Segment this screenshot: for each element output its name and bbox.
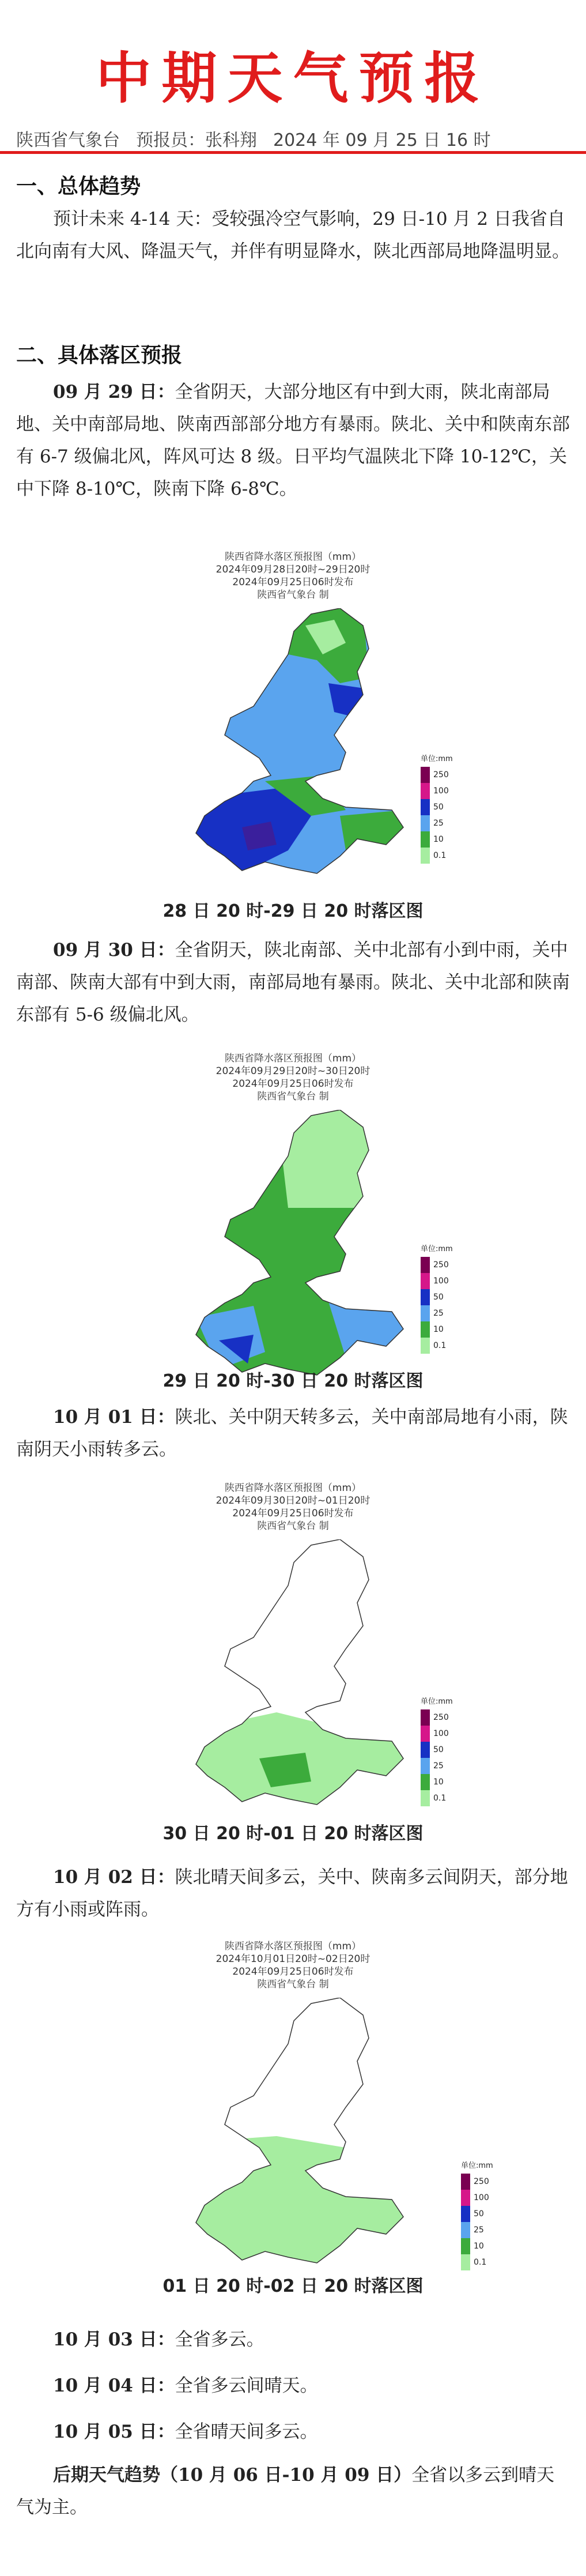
map-label: 28 日 20 时-29 日 20 时落区图 [162, 901, 424, 921]
legend-title: 单位:mm [461, 2161, 493, 2170]
precip-map [173, 1539, 415, 1810]
legend-row: 10 [461, 2238, 496, 2254]
precip-legend [421, 1242, 455, 1354]
precip-legend [461, 2159, 496, 2270]
legend-swatch [421, 1338, 430, 1354]
legend-swatch [421, 1726, 430, 1742]
legend-swatch [461, 2190, 470, 2206]
legend-row: 100 [421, 1273, 455, 1289]
day-paragraph-1001 [16, 1401, 570, 1466]
legend-swatch [421, 1709, 430, 1726]
legend-row: 50 [421, 1742, 455, 1758]
legend-row: 50 [461, 2206, 496, 2222]
precip-legend [421, 1695, 455, 1806]
legend-row: 25 [421, 1305, 455, 1321]
legend-swatch [421, 1742, 430, 1758]
legend-title: 单位:mm [421, 1245, 453, 1253]
map-label: 30 日 20 时-01 日 20 时落区图 [162, 1824, 424, 1844]
day-date: 10 月 01 日： [53, 1407, 175, 1428]
agency: 陕西省气象台 [16, 130, 120, 150]
legend-row: 0.1 [461, 2254, 496, 2270]
legend-swatch [461, 2254, 470, 2270]
legend-row: 25 [461, 2222, 496, 2238]
legend-swatch [421, 1774, 430, 1790]
map-caption-title: 陕西省降水落区预报图（mm） [224, 1053, 362, 1064]
outlook-date: 后期天气趋势（10 月 06 日-10 月 09 日） [53, 2465, 412, 2485]
issue-time: 2024 年 09 月 25 日 16 时 [273, 130, 491, 150]
legend-row: 50 [421, 1289, 455, 1305]
map-caption-range: 2024年09月28日20时~29日20时 [216, 564, 370, 575]
legend-row: 250 [421, 1257, 455, 1273]
day-date: 10 月 02 日： [53, 1867, 175, 1888]
legend-row: 50 [421, 799, 455, 815]
day-date: 09 月 30 日： [53, 940, 175, 961]
legend-swatch [421, 831, 430, 848]
legend-swatch [421, 815, 430, 831]
map-caption-agency: 陕西省气象台 制 [257, 1979, 329, 1990]
legend-swatch [421, 848, 430, 864]
legend-row: 0.1 [421, 1338, 455, 1354]
legend-swatch [421, 799, 430, 815]
header-divider [0, 151, 586, 154]
map-caption-range: 2024年09月29日20时~30日20时 [216, 1065, 370, 1077]
day-text: 全省多云。 [175, 2329, 264, 2350]
legend-row: 250 [421, 767, 455, 783]
day-text: 全省阴天，大部分地区有中到大雨，陕北南部局地、关中南部局地、陕南西部部分地方有暴雨。陕北、关中和陕南东部有 6-7 级偏北风，阵风可达 8 级。日平均气温陕北下降 10-12℃，关中下降 8-10℃，陕南下降 6-8℃。 [16, 382, 570, 499]
page-title: 中期天气预报 [96, 46, 490, 111]
day-paragraph-0929 [16, 376, 570, 505]
legend-row: 100 [461, 2190, 496, 2206]
day-date: 10 月 04 日： [53, 2375, 175, 2396]
day-text: 全省阴天，陕北南部、关中北部有小到中雨，关中南部、陕南大部有中到大雨，南部局地有暴雨。陕北、关中北部和陕南东部有 5-6 级偏北风。 [16, 940, 570, 1025]
legend-swatch [421, 1321, 430, 1338]
day-text: 全省晴天间多云。 [175, 2421, 318, 2442]
legend-swatch [461, 2174, 470, 2190]
legend-row: 250 [461, 2174, 496, 2190]
precip-legend [421, 752, 455, 864]
precip-map [173, 1110, 415, 1381]
legend-swatch [421, 1790, 430, 1806]
map-caption-agency: 陕西省气象台 制 [257, 1091, 329, 1102]
legend-row: 0.1 [421, 848, 455, 864]
legend-swatch [461, 2206, 470, 2222]
legend-row: 25 [421, 1758, 455, 1774]
legend-row: 25 [421, 815, 455, 831]
legend-row: 10 [421, 831, 455, 848]
day-paragraph-1003 [16, 2323, 570, 2356]
legend-title: 单位:mm [421, 755, 453, 763]
day-paragraph-1002 [16, 1861, 570, 1926]
map-caption-title: 陕西省降水落区预报图（mm） [224, 1482, 362, 1494]
map-caption-issued: 2024年09月25日06时发布 [232, 577, 354, 588]
forecaster: 预报员：张科翔 [136, 130, 257, 150]
section-heading-trend: 一、总体趋势 [16, 175, 141, 198]
legend-row: 100 [421, 1726, 455, 1742]
legend-swatch [421, 767, 430, 783]
map-caption-range: 2024年10月01日20时~02日20时 [216, 1953, 370, 1965]
day-text: 全省多云间晴天。 [175, 2375, 318, 2396]
day-date: 10 月 03 日： [53, 2329, 175, 2350]
outlook-text: 全省以多云到晴天气为主。 [16, 2465, 555, 2518]
map-label: 01 日 20 时-02 日 20 时落区图 [162, 2276, 424, 2296]
legend-swatch [421, 783, 430, 799]
map-caption-issued: 2024年09月25日06时发布 [232, 1508, 354, 1519]
legend-swatch [461, 2238, 470, 2254]
day-paragraph-1005 [16, 2416, 570, 2448]
legend-row: 10 [421, 1774, 455, 1790]
day-paragraph-0930 [16, 934, 570, 1031]
trend-paragraph: 预计未来 4-14 天：受较强冷空气影响，29 日-10 月 2 日我省自北向南有大风、降温天气，并伴有明显降水，陕北西部局地降温明显。 [16, 209, 570, 262]
map-caption-agency: 陕西省气象台 制 [257, 589, 329, 601]
map-label: 29 日 20 时-30 日 20 时落区图 [162, 1371, 424, 1391]
map-caption-title: 陕西省降水落区预报图（mm） [224, 1941, 362, 1952]
section-heading-detail: 二、具体落区预报 [16, 344, 183, 367]
precip-map [173, 608, 415, 879]
legend-swatch [421, 1758, 430, 1774]
legend-title: 单位:mm [421, 1697, 453, 1706]
precip-map [173, 1998, 415, 2269]
day-date: 09 月 29 日： [53, 382, 175, 402]
map-caption-range: 2024年09月30日20时~01日20时 [216, 1495, 370, 1507]
legend-swatch [461, 2222, 470, 2238]
legend-swatch [421, 1305, 430, 1321]
day-paragraph-1004 [16, 2370, 570, 2402]
legend-row: 250 [421, 1709, 455, 1726]
map-caption-issued: 2024年09月25日06时发布 [232, 1966, 354, 1978]
day-text: 陕北晴天间多云，关中、陕南多云间阴天，部分地方有小雨或阵雨。 [16, 1867, 568, 1920]
outlook-paragraph [16, 2459, 570, 2524]
legend-row: 100 [421, 783, 455, 799]
legend-row: 0.1 [421, 1790, 455, 1806]
legend-swatch [421, 1257, 430, 1273]
legend-swatch [421, 1289, 430, 1305]
day-text: 陕北、关中阴天转多云，关中南部局地有小雨，陕南阴天小雨转多云。 [16, 1407, 568, 1460]
legend-swatch [421, 1273, 430, 1289]
map-caption-title: 陕西省降水落区预报图（mm） [224, 551, 362, 563]
issue-info [16, 126, 507, 151]
map-caption-agency: 陕西省气象台 制 [257, 1520, 329, 1532]
legend-row: 10 [421, 1321, 455, 1338]
map-caption-issued: 2024年09月25日06时发布 [232, 1078, 354, 1090]
day-date: 10 月 05 日： [53, 2421, 175, 2442]
